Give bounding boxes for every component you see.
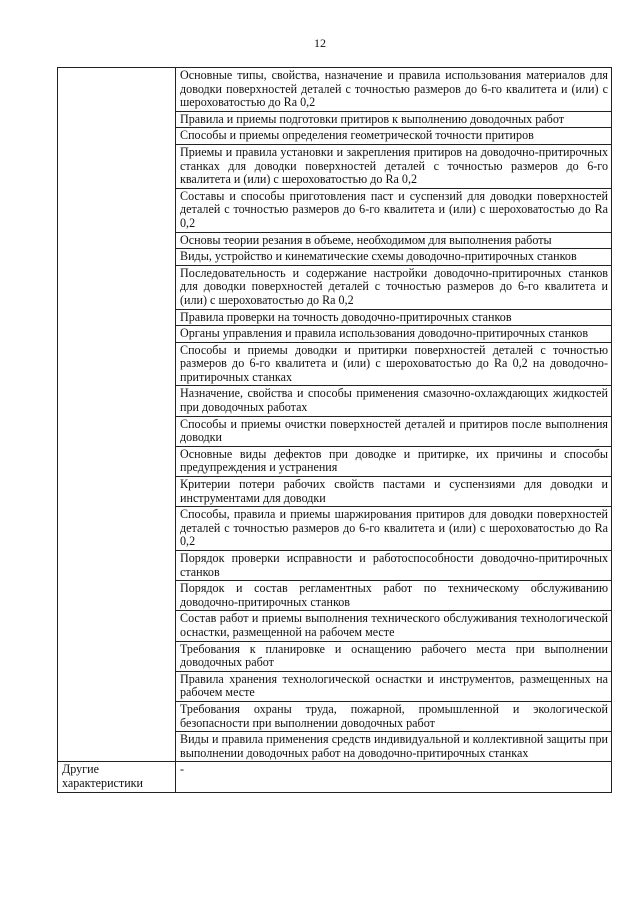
knowledge-item: Основы теории резания в объеме, необходимом для выполнения работы [176, 232, 612, 249]
knowledge-item: Способы и приемы определения геометрической точности притиров [176, 128, 612, 145]
table-row [58, 762, 612, 792]
knowledge-item: Критерии потери рабочих свойств пастами и суспензиями для доводки и инструментами для доводки [176, 477, 612, 507]
knowledge-item: Порядок проверки исправности и работоспособности доводочно-притирочных станков [176, 551, 612, 581]
section-label-cell [58, 68, 176, 762]
knowledge-item: Назначение, свойства и способы применения смазочно-охлаждающих жидкостей при доводочных работах [176, 386, 612, 416]
knowledge-item: Порядок и состав регламентных работ по техническому обслуживанию доводочно-притирочных станков [176, 581, 612, 611]
knowledge-table [57, 67, 612, 793]
knowledge-item: Способы и приемы очистки поверхностей деталей и притиров после выполнения доводки [176, 416, 612, 446]
knowledge-item: Правила хранения технологической оснастки и инструментов, размещенных на рабочем месте [176, 671, 612, 701]
knowledge-item: Правила проверки на точность доводочно-притирочных станков [176, 309, 612, 326]
knowledge-item: Приемы и правила установки и закрепления притиров на доводочно-притирочных станках для доводки поверхностей деталей с точностью размеров до 6-го квалитета и (или) с шероховатостью до Ra 0,2 [176, 144, 612, 188]
knowledge-item: Основные виды дефектов при доводке и притирке, их причины и способы предупреждения и устранения [176, 446, 612, 476]
knowledge-item: Способы и приемы доводки и притирки поверхностей деталей с точностью размеров до 6-го квалитета и (или) с шероховатостью до Ra 0,2 на доводочно-притирочных станках [176, 342, 612, 386]
other-characteristics-label: Другие характеристики [58, 762, 176, 792]
knowledge-item: Виды, устройство и кинематические схемы доводочно-притирочных станков [176, 249, 612, 266]
page-number: 12 [314, 36, 326, 50]
knowledge-item: Органы управления и правила использования доводочно-притирочных станков [176, 326, 612, 343]
knowledge-item: Последовательность и содержание настройки доводочно-притирочных станков для доводки поверхностей деталей с точностью размеров до 6-го квалитета и (или) с шероховатостью до Ra 0,2 [176, 265, 612, 309]
knowledge-item: Требования охраны труда, пожарной, промышленной и экологической безопасности при выполнении доводочных работ [176, 701, 612, 731]
table-row [58, 68, 612, 112]
knowledge-item: Способы, правила и приемы шаржирования притиров для доводки поверхностей деталей с точностью размеров до 6-го квалитета и (или) с шероховатостью до Ra 0,2 [176, 507, 612, 551]
knowledge-item: Виды и правила применения средств индивидуальной и коллективной защиты при выполнении доводочных работ на доводочно-притирочных станках [176, 732, 612, 762]
knowledge-item: Состав работ и приемы выполнения технического обслуживания технологической оснастки, размещенной на рабочем месте [176, 611, 612, 641]
other-characteristics-value: - [176, 762, 612, 792]
knowledge-item: Правила и приемы подготовки притиров к выполнению доводочных работ [176, 111, 612, 128]
knowledge-item: Требования к планировке и оснащению рабочего места при выполнении доводочных работ [176, 641, 612, 671]
knowledge-item: Основные типы, свойства, назначение и правила использования материалов для доводки поверхностей деталей с точностью размеров до 6-го квалитета и (или) с шероховатостью до Ra 0,2 [176, 68, 612, 112]
knowledge-item: Составы и способы приготовления паст и суспензий для доводки поверхностей деталей с точностью размеров до 6-го квалитета и (или) с шероховатостью до Ra 0,2 [176, 188, 612, 232]
